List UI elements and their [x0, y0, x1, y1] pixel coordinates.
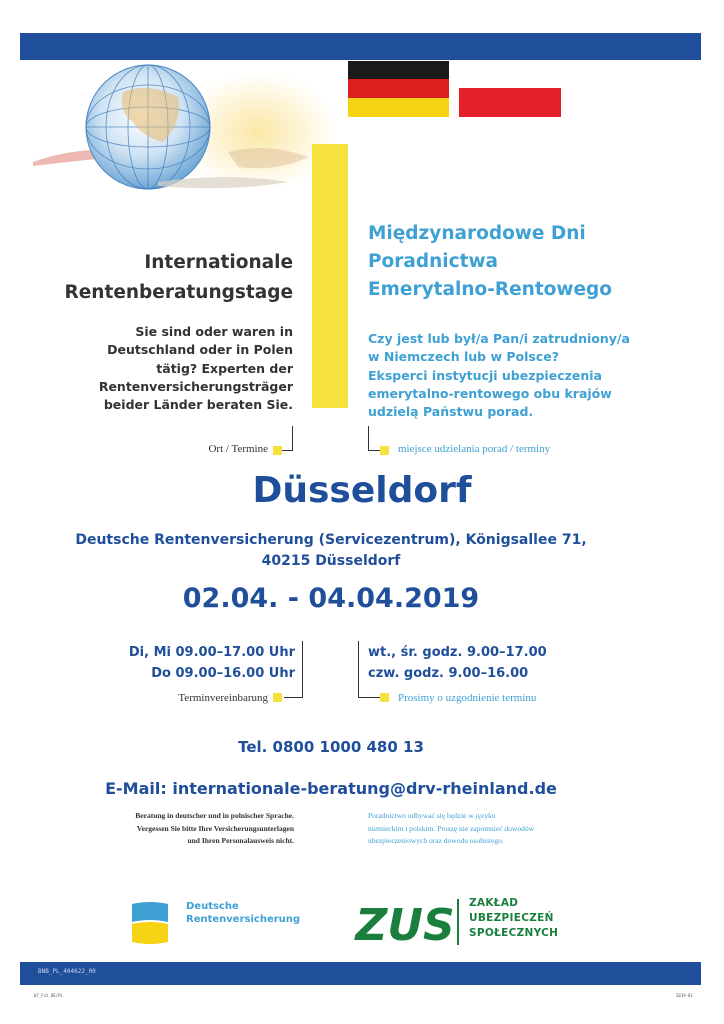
bracket-line — [368, 426, 369, 451]
bracket-line — [284, 697, 303, 698]
german-flag-gold-stripe — [348, 98, 449, 117]
german-flag-red-stripe — [348, 79, 449, 98]
polish-flag-red-stripe — [459, 88, 561, 117]
yellow-marker — [380, 693, 389, 702]
place-label-polish: miejsce udzielania porad / terminy — [398, 443, 551, 455]
german-flag-black-stripe — [348, 61, 449, 79]
bracket-line — [358, 697, 380, 698]
place-label-german: Ort / Termine — [208, 443, 268, 455]
zus-logo-mark — [355, 896, 455, 951]
event-city: Düsseldorf — [252, 470, 472, 511]
svg-text:ZUS: ZUS — [355, 900, 455, 951]
bracket-line — [368, 450, 380, 451]
bracket-line — [358, 641, 359, 698]
bracket-line — [302, 641, 303, 698]
yellow-divider-bar — [312, 144, 348, 408]
appointment-label-german: Terminvereinbarung — [178, 692, 268, 704]
hours-german: Di, Mi 09.00–17.00 Uhr Do 09.00–16.00 Uhr — [128, 645, 295, 681]
bottom-blue-bar — [20, 962, 701, 985]
hours-polish: wt., śr. godz. 9.00–17.00 czw. godz. 9.00–16.00 — [368, 645, 547, 681]
zus-logo-separator — [457, 899, 459, 945]
intro-german: Sie sind oder waren in Deutschland oder in Polen tätig? Experten der Rentenversicherungsträger beider Länder beraten Sie. — [98, 324, 293, 413]
globe-illustration — [28, 62, 328, 212]
appointment-label-polish: Prosimy o uzgodnienie terminu — [398, 692, 537, 704]
yellow-marker — [273, 693, 282, 702]
phone-number: Tel. 0800 1000 480 13 — [238, 738, 424, 756]
title-polish: Międzynarodowe Dni Poradnictwa Emerytalno-Rentowego — [368, 223, 612, 300]
note-polish: Poradnictwo odbywać się będzie w języku niemieckim i polskim. Proszę nie zapomnieć dowodów ubezpieczeniowych oraz dowodu osobistego. — [368, 811, 535, 845]
corner-code-left: 07_Fst_DE/PL — [34, 993, 63, 998]
drv-logo-icon — [128, 902, 172, 944]
intro-polish: Czy jest lub był/a Pan/i zatrudniony/a w Niemczech lub w Polsce? Eksperci instytucji ubezpieczenia emerytalno-rentowego obu krajów udzielą Państwu porad. — [368, 331, 630, 420]
yellow-marker — [380, 446, 389, 455]
email-address: E-Mail: internationale-beratung@drv-rheinland.de — [105, 779, 557, 798]
event-address: Deutsche Rentenversicherung (Servicezentrum), Königsallee 71, 40215 Düsseldorf — [75, 532, 587, 569]
drv-logo-text: Deutsche Rentenversicherung — [186, 901, 301, 925]
title-german: Internationale Rentenberatungstage — [64, 252, 293, 303]
corner-code-right: 2019-01 — [676, 993, 693, 998]
zus-logo-text: ZAKŁAD UBEZPIECZEŃ SPOŁECZNYCH — [469, 897, 559, 939]
note-german: Beratung in deutscher und in polnischer Sprache. Vergessen Sie bitte Ihre Versicherungsunterlagen und Ihren Personalausweis nicht. — [135, 811, 294, 845]
yellow-marker — [273, 446, 282, 455]
document-code: BNB_PL_404622_00 — [38, 968, 96, 975]
event-dates: 02.04. - 04.04.2019 — [182, 583, 480, 614]
top-blue-bar — [20, 33, 701, 60]
bracket-line — [292, 426, 293, 451]
